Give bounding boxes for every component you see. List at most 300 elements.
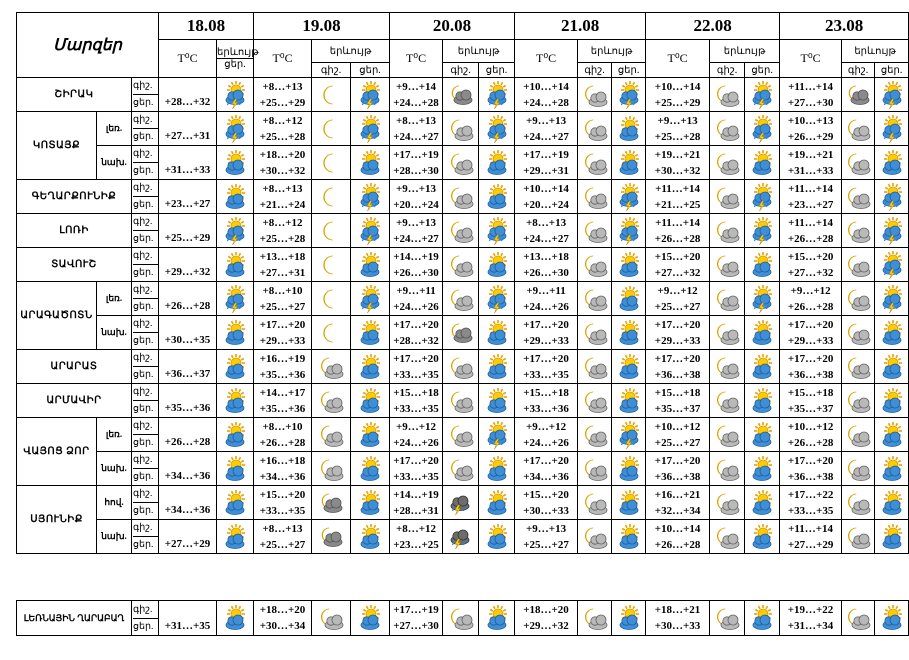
- day-label: ցեր.: [133, 434, 158, 451]
- region-name: ՎԱՅՈՑ ՁՈՐ: [23, 446, 90, 457]
- moon-cloud-icon: [845, 184, 871, 210]
- weather-icon-cell: [351, 146, 390, 180]
- temp-label: T⁰C: [800, 51, 821, 65]
- day-temp: +27…+31: [259, 266, 306, 279]
- temp-label: T⁰C: [405, 51, 427, 65]
- temp-cell: [515, 282, 578, 316]
- day-temp: +33…+35: [393, 368, 439, 381]
- temp-18-cell: [159, 601, 217, 636]
- day-temp: +27…+29: [164, 538, 211, 550]
- day-temp: +23…+25: [393, 538, 439, 551]
- subregion-cell: [97, 452, 132, 486]
- storm-sun-icon: [222, 218, 248, 244]
- weather-icon-cell: [479, 350, 515, 384]
- temp-cell: [254, 486, 312, 520]
- temp-cell: [646, 112, 710, 146]
- night-temp: +10…+14: [523, 182, 569, 195]
- weather-icon-cell: [745, 248, 780, 282]
- night-day-label-cell: [132, 384, 159, 418]
- cloud-sun-icon: [879, 456, 905, 482]
- weather-icon-cell: [745, 146, 780, 180]
- night-temp: +9…+12: [396, 420, 437, 433]
- moon-cloud-icon: [714, 82, 740, 108]
- night-temp: +11…+14: [788, 80, 834, 93]
- day-label: ցեր.: [359, 64, 381, 76]
- night-temp: +17…+19: [393, 148, 439, 161]
- moon-cloud-icon: [318, 605, 344, 631]
- cloud-sun-icon: [616, 354, 642, 380]
- temp-cell: [254, 316, 312, 350]
- day-subheader: [479, 63, 515, 78]
- weather-icon-cell: [710, 112, 745, 146]
- weather-icon-cell: [479, 520, 515, 554]
- moon-cloud-icon: [582, 320, 608, 346]
- date-header-3: [515, 13, 646, 40]
- day-temp: +35…+36: [259, 368, 306, 381]
- weather-icon-cell: [217, 248, 254, 282]
- weather-icon-cell: [612, 282, 646, 316]
- night-temp: +17…+20: [523, 352, 569, 365]
- day-temp: +29…+33: [259, 334, 306, 347]
- weather-icon-cell: [312, 112, 351, 146]
- weather-icon-cell: [875, 248, 909, 282]
- weather-icon-cell: [312, 248, 351, 282]
- temp-cell: [390, 316, 443, 350]
- event-header: [443, 40, 515, 63]
- date-header-4: [646, 13, 780, 40]
- temp-cell: [390, 520, 443, 554]
- region-name: ԳԵՂԱՐՔՈՒՆԻՔ: [31, 191, 117, 202]
- day-temp: +26…+28: [654, 232, 701, 245]
- moon-cloud-icon: [318, 422, 344, 448]
- night-temp: +8…+13: [262, 80, 303, 93]
- cloud-sun-icon: [222, 524, 248, 550]
- night-temp: +17…+20: [393, 352, 439, 365]
- cloud-sun-icon: [749, 320, 775, 346]
- cloud-sun-icon: [357, 320, 383, 346]
- moon-cloud-icon: [845, 524, 871, 550]
- region-name: ԼՈՌԻ: [59, 225, 89, 236]
- night-temp: +9…+13: [526, 522, 567, 535]
- day-label: ցեր.: [133, 502, 158, 519]
- storm-sun-icon: [749, 184, 775, 210]
- weather-icon-cell: [217, 601, 254, 636]
- weather-icon-cell: [312, 350, 351, 384]
- night-temp: +19…+22: [787, 604, 834, 616]
- day-temp: +34…+36: [164, 504, 211, 516]
- day-temp: +26…+30: [393, 266, 439, 279]
- day-temp: +30…+32: [654, 164, 701, 177]
- day-temp: +27…+31: [164, 130, 211, 142]
- temp-18-cell: [159, 350, 217, 384]
- night-temp: +15…+20: [787, 250, 834, 263]
- event-label: երևույթ: [457, 45, 500, 57]
- weather-icon-cell: [578, 214, 612, 248]
- cloud-sun-icon: [616, 524, 642, 550]
- temp-cell: [390, 418, 443, 452]
- subregion-label: նախ.: [101, 327, 127, 337]
- subregion-cell: [97, 418, 132, 452]
- moon-cloud-icon: [582, 490, 608, 516]
- weather-icon-cell: [479, 316, 515, 350]
- temp-cell: [254, 601, 312, 636]
- date-header-2: [390, 13, 515, 40]
- night-temp: +17…+20: [654, 352, 701, 365]
- night-day-label-cell: [132, 180, 159, 214]
- event-header: [842, 40, 909, 63]
- weather-icon-cell: [875, 316, 909, 350]
- moon-cloud-icon: [714, 490, 740, 516]
- night-temp: +10…+14: [654, 522, 701, 535]
- temp-cell: [646, 180, 710, 214]
- day-temp: +36…+37: [164, 368, 211, 380]
- weather-icon-cell: [612, 112, 646, 146]
- moon-cloud-icon: [845, 252, 871, 278]
- night-temp: +15…+18: [654, 386, 701, 399]
- weather-icon-cell: [312, 418, 351, 452]
- storm-sun-icon: [222, 286, 248, 312]
- moon-cloud-icon: [714, 184, 740, 210]
- cloud-sun-icon: [749, 524, 775, 550]
- weather-icon-cell: [217, 180, 254, 214]
- night-temp: +9…+11: [526, 284, 566, 297]
- day-temp: +36…+38: [787, 368, 834, 381]
- night-temp: +19…+21: [787, 148, 834, 161]
- weather-icon-cell: [351, 112, 390, 146]
- cloud-sun-icon: [879, 605, 905, 631]
- weather-icon-cell: [443, 78, 479, 112]
- temp-18-cell: [159, 316, 217, 350]
- weather-icon-cell: [842, 418, 875, 452]
- weather-icon-cell: [351, 418, 390, 452]
- day-temp: +24…+26: [523, 300, 569, 313]
- region-name: ԿՈՏԱՅՔ: [32, 140, 81, 151]
- weather-icon-cell: [443, 146, 479, 180]
- night-temp: +17…+20: [787, 352, 834, 365]
- temp-cell: [780, 214, 842, 248]
- weather-icon-cell: [710, 520, 745, 554]
- region-name-cell: [17, 486, 97, 554]
- weather-icon-cell: [710, 350, 745, 384]
- temp-18-cell: [159, 282, 217, 316]
- weather-icon-cell: [578, 486, 612, 520]
- moon-cloud-icon: [845, 150, 871, 176]
- weather-icon-cell: [578, 248, 612, 282]
- weather-icon-cell: [745, 486, 780, 520]
- day-temp: +34…+36: [164, 470, 211, 482]
- weather-icon-cell: [217, 146, 254, 180]
- day-temp: +24…+28: [393, 96, 439, 109]
- moon-cloud-icon: [714, 456, 740, 482]
- weather-icon-cell: [217, 282, 254, 316]
- moon-cloud-icon: [845, 218, 871, 244]
- moon-cloud-icon: [714, 605, 740, 631]
- night-temp: +17…+20: [787, 318, 834, 331]
- cloud-sun-icon: [222, 456, 248, 482]
- region-row: [17, 180, 909, 214]
- moon-cloud-icon: [845, 116, 871, 142]
- temp-cell: [646, 384, 710, 418]
- moon-cloud-icon: [582, 184, 608, 210]
- cloud-moon-icon: [448, 320, 474, 346]
- day-temp: +25…+27: [654, 436, 701, 449]
- day-temp: +35…+36: [259, 402, 306, 415]
- storm-sun-icon: [616, 82, 642, 108]
- night-label: գիշ.: [133, 183, 153, 193]
- night-label: գիշ.: [133, 387, 153, 397]
- day-temp: +33…+35: [787, 504, 834, 517]
- night-label: գիշ.: [133, 319, 153, 329]
- night-temp: +10…+14: [654, 80, 701, 93]
- subregion-cell: [97, 520, 132, 554]
- date-label: 23.08: [824, 16, 864, 35]
- day-temp: +26…+28: [259, 436, 306, 449]
- moon-icon: [318, 286, 344, 312]
- subregion-cell: [97, 282, 132, 316]
- temp-18-cell: [159, 520, 217, 554]
- weather-icon-cell: [612, 350, 646, 384]
- moon-cloud-icon: [448, 456, 474, 482]
- night-day-label-cell: [132, 146, 159, 180]
- region-name: ԱՐԱՐԱՏ: [50, 361, 98, 372]
- day-label: ցեր.: [133, 94, 158, 111]
- cloud-sun-icon: [879, 524, 905, 550]
- temp-cell: [646, 418, 710, 452]
- temp-18-cell: [159, 112, 217, 146]
- day-temp: +35…+36: [164, 402, 211, 414]
- weather-icon-cell: [578, 78, 612, 112]
- day-temp: +25…+29: [654, 96, 701, 109]
- day-label: ցեր.: [485, 64, 508, 76]
- night-day-label-cell: [132, 452, 159, 486]
- day-temp: +35…+37: [654, 402, 701, 415]
- weather-icon-cell: [842, 520, 875, 554]
- cloud-sun-icon: [879, 354, 905, 380]
- moon-cloud-icon: [318, 388, 344, 414]
- night-temp: +14…+17: [259, 386, 306, 399]
- day-temp: +29…+33: [523, 334, 569, 347]
- cloud-sun-icon: [616, 252, 642, 278]
- night-temp: +10…+12: [654, 420, 701, 433]
- weather-icon-cell: [312, 486, 351, 520]
- date-header-0: [159, 13, 254, 40]
- temp-cell: [780, 248, 842, 282]
- region-name-cell: [17, 384, 132, 418]
- weather-icon-cell: [612, 78, 646, 112]
- moon-icon: [318, 320, 344, 346]
- weather-icon-cell: [842, 316, 875, 350]
- header-dates-row: [17, 13, 909, 40]
- moon-cloud-icon: [845, 388, 871, 414]
- temp-cell: [646, 78, 710, 112]
- storm-sun-icon: [357, 82, 383, 108]
- day-temp: +24…+27: [393, 232, 439, 245]
- day-temp: +25…+28: [654, 130, 701, 143]
- night-temp: +16…+21: [654, 488, 701, 501]
- weather-icon-cell: [710, 248, 745, 282]
- cloud-sun-icon: [222, 150, 248, 176]
- temp-18-cell: [159, 452, 217, 486]
- night-temp: +17…+20: [654, 454, 701, 467]
- weather-icon-cell: [443, 350, 479, 384]
- temp-cell: [780, 520, 842, 554]
- day-temp: +20…+24: [523, 198, 569, 211]
- cloud-moon-icon: [318, 524, 344, 550]
- temp-cell: [515, 78, 578, 112]
- temp-cell: [780, 316, 842, 350]
- date-label: 20.08: [432, 16, 472, 35]
- temp-cell: [390, 601, 443, 636]
- day-label: ցեր.: [133, 162, 158, 179]
- region-name: ԱՐԱԳԱԾՈՏՆ: [20, 310, 93, 321]
- subregion-label: լեռ.: [105, 293, 123, 303]
- day-label: ցեր.: [133, 298, 158, 315]
- storm-sun-icon: [879, 218, 905, 244]
- weather-icon-cell: [443, 282, 479, 316]
- day-temp: +24…+28: [523, 96, 569, 109]
- cloud-sun-icon: [484, 252, 510, 278]
- night-temp: +10…+12: [787, 420, 834, 433]
- storm-sun-icon: [879, 116, 905, 142]
- night-temp: +18…+20: [523, 604, 569, 616]
- day-temp: +29…+31: [523, 164, 569, 177]
- night-temp: +17…+20: [259, 318, 306, 331]
- moon-cloud-icon: [582, 422, 608, 448]
- temp-cell: [515, 520, 578, 554]
- night-temp: +17…+20: [654, 318, 701, 331]
- weather-icon-cell: [312, 520, 351, 554]
- weather-icon-cell: [443, 384, 479, 418]
- regions-forecast-table: [16, 12, 909, 554]
- weather-icon-cell: [710, 452, 745, 486]
- region-name-cell: [17, 78, 132, 112]
- day-temp: +30…+33: [523, 504, 569, 517]
- night-temp: +17…+20: [393, 454, 439, 467]
- night-temp: +9…+13: [396, 216, 437, 229]
- weather-icon-cell: [479, 146, 515, 180]
- weather-icon-cell: [578, 418, 612, 452]
- day-subheader: [351, 63, 390, 78]
- weather-icon-cell: [612, 316, 646, 350]
- cloud-sun-icon: [222, 184, 248, 210]
- cloud-sun-icon: [749, 388, 775, 414]
- weather-icon-cell: [578, 146, 612, 180]
- night-temp: +9…+13: [526, 114, 567, 127]
- moon-cloud-icon: [714, 252, 740, 278]
- night-day-label-cell: [132, 418, 159, 452]
- cloud-sun-icon: [222, 490, 248, 516]
- storm-sun-icon: [879, 252, 905, 278]
- storm-sun-icon: [616, 218, 642, 244]
- night-temp: +17…+20: [523, 454, 569, 467]
- event-label: երևույթ: [723, 45, 766, 57]
- night-temp: +18…+20: [259, 148, 306, 161]
- weather-icon-cell: [875, 78, 909, 112]
- temp-label: T⁰C: [535, 51, 557, 65]
- temp-cell: [515, 486, 578, 520]
- temp-cell: [646, 452, 710, 486]
- temp-cell: [254, 146, 312, 180]
- day-temp: +24…+27: [523, 232, 569, 245]
- moon-cloud-icon: [582, 524, 608, 550]
- region-name: ՏԱՎՈՒՇ: [51, 259, 97, 270]
- storm-sun-icon: [484, 82, 510, 108]
- day-temp: +27…+29: [787, 538, 834, 551]
- temp-cell: [780, 180, 842, 214]
- temp-cell: [515, 452, 578, 486]
- weather-icon-cell: [312, 316, 351, 350]
- day-temp: +33…+35: [393, 470, 439, 483]
- weather-icon-cell: [351, 520, 390, 554]
- weather-icon-cell: [875, 418, 909, 452]
- moon-cloud-icon: [582, 354, 608, 380]
- weather-icon-cell: [875, 486, 909, 520]
- weather-icon-cell: [842, 146, 875, 180]
- day-temp: +26…+28: [787, 436, 834, 449]
- cloud-sun-icon: [616, 116, 642, 142]
- day-label: ցեր.: [133, 230, 158, 247]
- day-temp: +26…+29: [787, 130, 834, 143]
- moon-cloud-icon: [845, 422, 871, 448]
- region-row: [17, 350, 909, 384]
- night-temp: +18…+20: [259, 604, 306, 616]
- night-day-label-cell: [132, 214, 159, 248]
- weather-icon-cell: [745, 520, 780, 554]
- night-temp: +8…+10: [262, 284, 303, 297]
- storm-sun-icon: [616, 422, 642, 448]
- storm-sun-icon: [357, 184, 383, 210]
- temp-cell: [254, 248, 312, 282]
- weather-icon-cell: [217, 78, 254, 112]
- night-label: գիշ.: [133, 489, 153, 499]
- temp-header: [515, 40, 578, 78]
- moon-icon: [318, 184, 344, 210]
- weather-icon-cell: [217, 418, 254, 452]
- karabakh-forecast-table: [16, 600, 909, 636]
- temp-cell: [390, 214, 443, 248]
- weather-icon-cell: [351, 78, 390, 112]
- region-name-cell: [17, 601, 132, 636]
- event-label: երևույթ: [217, 47, 259, 58]
- weather-icon-cell: [578, 112, 612, 146]
- storm-sun-icon: [484, 116, 510, 142]
- region-row: [17, 214, 909, 248]
- temp-18-cell: [159, 486, 217, 520]
- date-label: 22.08: [693, 16, 732, 35]
- moon-cloud-icon: [714, 320, 740, 346]
- temp-cell: [390, 486, 443, 520]
- night-temp: +14…+19: [393, 250, 439, 263]
- cloud-sun-icon: [616, 388, 642, 414]
- temp-18-cell: [159, 248, 217, 282]
- day-label: ցեր.: [880, 64, 903, 76]
- weather-icon-cell: [479, 384, 515, 418]
- weather-icon-cell: [578, 384, 612, 418]
- weather-icon-cell: [351, 601, 390, 636]
- weather-icon-cell: [745, 418, 780, 452]
- night-label: գիշ.: [584, 64, 605, 76]
- day-temp: +27…+32: [787, 266, 834, 279]
- night-day-label-cell: [132, 112, 159, 146]
- region-name-cell: [17, 248, 132, 282]
- moon-cloud-icon: [448, 184, 474, 210]
- weather-icon-cell: [443, 112, 479, 146]
- temp-cell: [515, 418, 578, 452]
- cloud-sun-icon: [484, 456, 510, 482]
- weather-icon-cell: [312, 180, 351, 214]
- night-temp: +13…+18: [259, 250, 306, 263]
- moon-cloud-icon: [582, 150, 608, 176]
